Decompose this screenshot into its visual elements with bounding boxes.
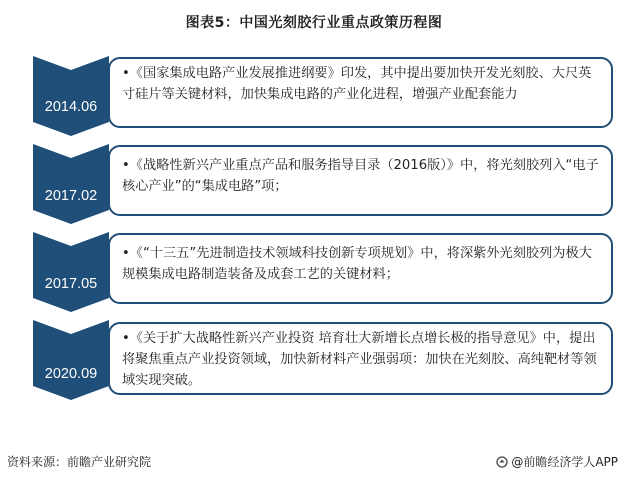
diagram-title: 图表5：中国光刻胶行业重点政策历程图 (185, 15, 443, 31)
policy-event-text: •《战略性新兴产业重点产品和服务指导目录（2016版）》中，将光刻胶列入“电子核心产业”的“集成电路”项； (122, 158, 599, 194)
timeline-date: 2017.02 (44, 188, 98, 204)
policy-event-text: •《国家集成电路产业发展推进纲要》印发，其中提出要加快开发光刻胶、大尺英寸硅片等关键材料，加快集成电路的产业化进程，增强产业配套能力 (122, 66, 592, 102)
source-note: 资料来源：前瞻产业研究院 (7, 455, 152, 469)
timeline-chevron (33, 144, 109, 224)
timeline-chevron (33, 320, 109, 400)
timeline-chevron (33, 56, 109, 136)
policy-event-box (108, 145, 613, 216)
brand-credit (496, 453, 618, 470)
timeline-date: 2017.05 (44, 276, 98, 292)
policy-event-text: •《关于扩大战略性新兴产业投资 培育壮大新增长点增长极的指导意见》中，提出将聚焦重点产业投资领域，加快新材料产业强弱项：加快在光刻胶、高纯靶材等领域实现突破。 (122, 331, 597, 388)
policy-event-text: •《“十三五”先进制造技术领域科技创新专项规划》中，将深紫外光刻胶列为极大规模集成电路制造装备及成套工艺的关键材料； (122, 246, 592, 282)
policy-event-box (108, 233, 613, 304)
policy-event-box (108, 322, 613, 395)
timeline-date: 2014.06 (44, 99, 98, 115)
timeline-date: 2020.09 (44, 366, 98, 382)
policy-event-box (108, 57, 613, 128)
brand-logo-icon (496, 456, 508, 468)
brand-text: @前瞻经济学人APP (511, 455, 618, 469)
timeline-chevron (33, 232, 109, 312)
